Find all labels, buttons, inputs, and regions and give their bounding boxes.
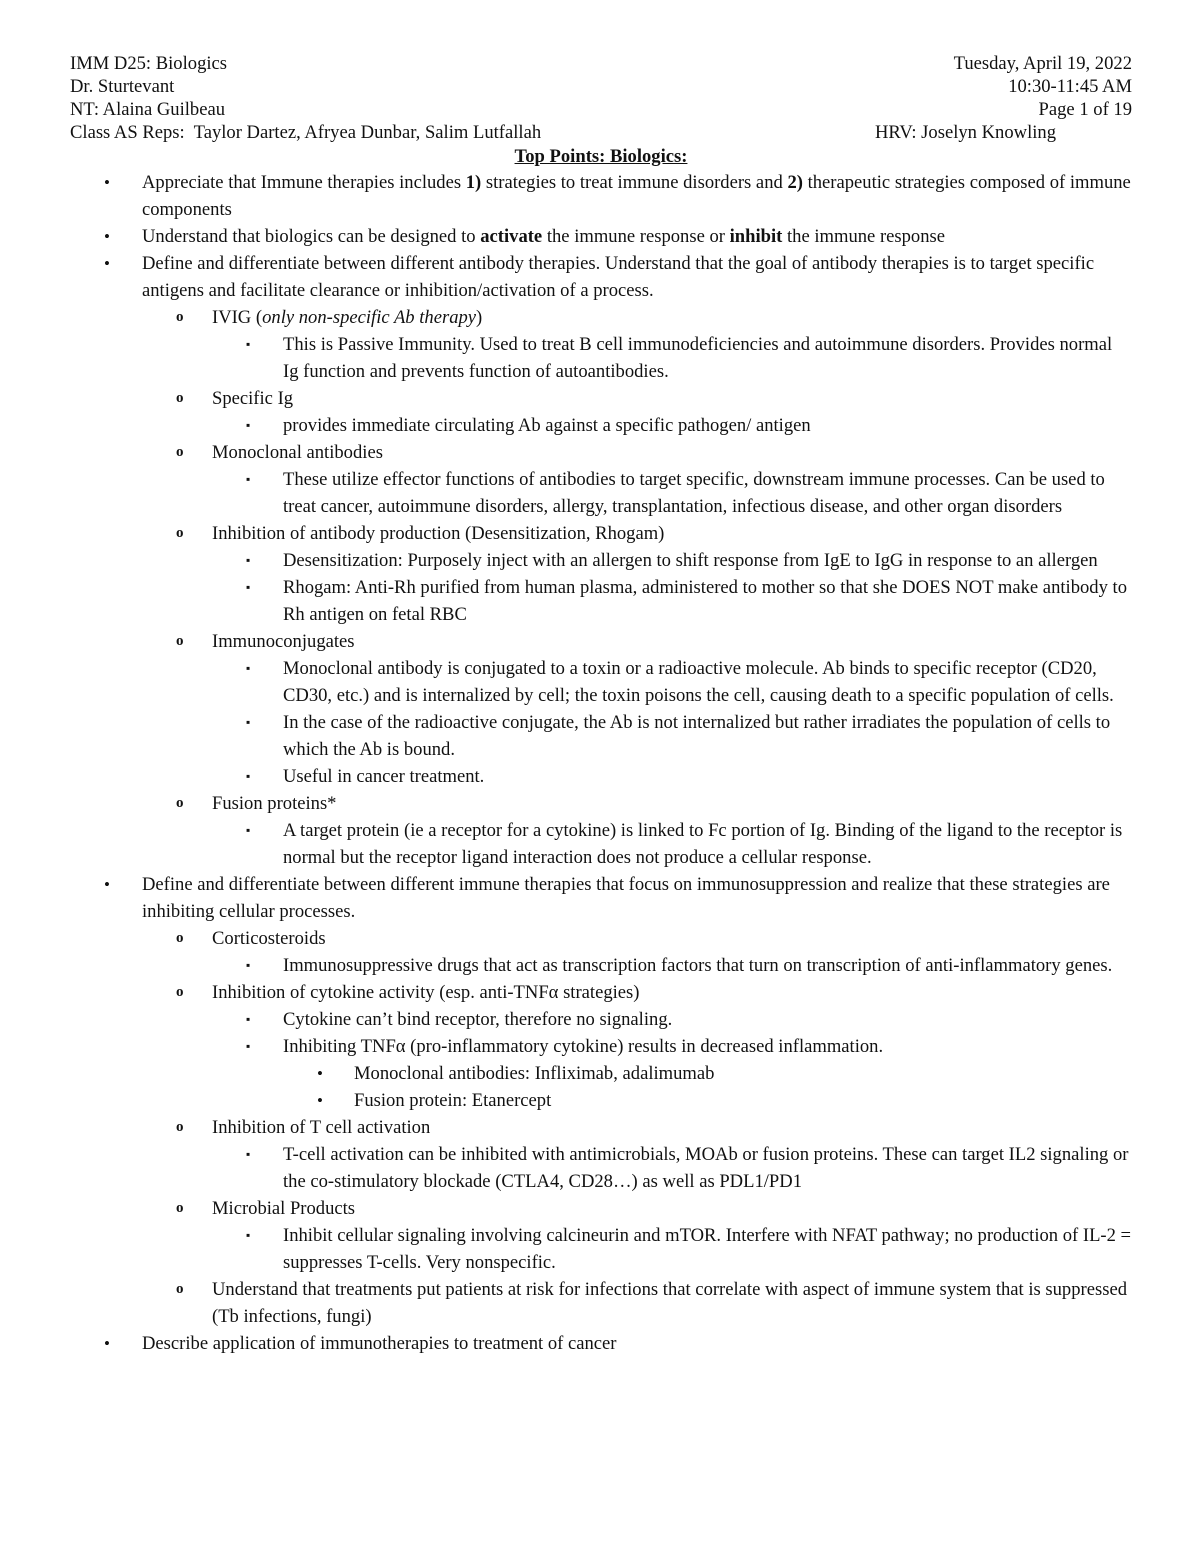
list-item-text: Appreciate that Immune therapies includes 1) strategies to treat immune disorders and 2) therapeutic strategies composed of immune components bbox=[142, 172, 1131, 220]
list-item bbox=[70, 169, 1132, 223]
square-marker: ▪ bbox=[246, 553, 251, 567]
detail-text: Immunosuppressive drugs that act as transcription factors that turn on transcription of anti-inflammatory genes. bbox=[283, 955, 1113, 976]
detail-item bbox=[70, 763, 1132, 790]
sub-item-text: Specific Ig bbox=[212, 388, 294, 409]
sub-item-text: Inhibition of antibody production (Desensitization, Rhogam) bbox=[212, 523, 665, 544]
sub-item-tcell-inhibition bbox=[70, 1114, 1132, 1141]
bullet-marker: • bbox=[104, 254, 110, 273]
list-item bbox=[70, 1330, 1132, 1357]
square-marker: ▪ bbox=[246, 472, 251, 486]
detail-text: These utilize effector functions of antibodies to target specific, downstream immune processes. Can be used to treat cancer, autoimmune disorders, allergy, transplantation, infectious disease, and other organ disorders bbox=[283, 469, 1105, 517]
bullet-marker: • bbox=[104, 173, 110, 192]
detail-text: Inhibiting TNFα (pro-inflammatory cytokine) results in decreased inflammation. bbox=[283, 1036, 884, 1057]
detail-item bbox=[70, 547, 1132, 574]
section-title: Top Points: Biologics: bbox=[514, 146, 688, 167]
sub-item-corticosteroids bbox=[70, 925, 1132, 952]
circle-marker: o bbox=[176, 525, 184, 541]
sub-item-text: Corticosteroids bbox=[212, 928, 326, 949]
circle-marker: o bbox=[176, 1119, 184, 1135]
bullet-marker: • bbox=[104, 1334, 110, 1353]
top-points-list bbox=[70, 169, 1132, 1357]
note-taker: NT: Alaina Guilbeau bbox=[70, 99, 226, 120]
sub-item-specific-ig bbox=[70, 385, 1132, 412]
document-page bbox=[70, 52, 1132, 1357]
circle-marker: o bbox=[176, 1200, 184, 1216]
detail-item bbox=[70, 1033, 1132, 1060]
detail-text: A target protein (ie a receptor for a cytokine) is linked to Fc portion of Ig. Binding of the ligand to the receptor is normal but the receptor ligand interaction does not produce a cellular response. bbox=[283, 820, 1123, 868]
detail-item bbox=[70, 331, 1132, 385]
detail-item bbox=[70, 817, 1132, 871]
nested-detail-text: Monoclonal antibodies: Infliximab, adalimumab bbox=[354, 1063, 715, 1084]
sub-item-monoclonal bbox=[70, 439, 1132, 466]
detail-item bbox=[70, 709, 1132, 763]
class-reps: Class AS Reps: Taylor Dartez, Afryea Dunbar, Salim Lutfallah bbox=[70, 122, 542, 143]
bullet-marker: • bbox=[317, 1064, 323, 1083]
square-marker: ▪ bbox=[246, 823, 251, 837]
sub-item-text: Fusion proteins* bbox=[212, 793, 337, 814]
sub-item-text: Immunoconjugates bbox=[212, 631, 355, 652]
bullet-marker: • bbox=[104, 875, 110, 894]
detail-text: Desensitization: Purposely inject with an allergen to shift response from IgE to IgG in response to an allergen bbox=[283, 550, 1098, 571]
bullet-marker: • bbox=[317, 1091, 323, 1110]
sub-item-text: Microbial Products bbox=[212, 1198, 356, 1219]
sub-item-inhibition-antibody bbox=[70, 520, 1132, 547]
sub-item-ivig bbox=[70, 304, 1132, 331]
detail-text: Rhogam: Anti-Rh purified from human plasma, administered to mother so that she DOES NOT make antibody to Rh antigen on fetal RBC bbox=[283, 577, 1127, 625]
nested-detail-item bbox=[70, 1060, 1132, 1087]
square-marker: ▪ bbox=[246, 715, 251, 729]
circle-marker: o bbox=[176, 633, 184, 649]
square-marker: ▪ bbox=[246, 1147, 251, 1161]
detail-item bbox=[70, 466, 1132, 520]
sub-item-microbial-products bbox=[70, 1195, 1132, 1222]
square-marker: ▪ bbox=[246, 580, 251, 594]
square-marker: ▪ bbox=[246, 769, 251, 783]
list-item bbox=[70, 871, 1132, 925]
lecture-date: Tuesday, April 19, 2022 bbox=[953, 53, 1132, 74]
list-item-text: Define and differentiate between different antibody therapies. Understand that the goal of antibody therapies is to target specific antigens and facilitate clearance or inhibition/activation of a process. bbox=[142, 253, 1095, 301]
header-row-1 bbox=[70, 52, 1132, 75]
detail-text: provides immediate circulating Ab against a specific pathogen/ antigen bbox=[283, 415, 811, 436]
hrv-name: HRV: Joselyn Knowling bbox=[874, 122, 1056, 143]
list-item-text: Define and differentiate between different immune therapies that focus on immunosuppression and realize that these strategies are inhibiting cellular processes. bbox=[142, 874, 1110, 922]
header-row-3 bbox=[70, 98, 1132, 121]
detail-text: Inhibit cellular signaling involving calcineurin and mTOR. Interfere with NFAT pathway; no production of IL-2 = suppresses T-cells. Very nonspecific. bbox=[283, 1225, 1132, 1273]
sub-item-infection-risk bbox=[70, 1276, 1132, 1330]
lecturer: Dr. Sturtevant bbox=[70, 76, 175, 97]
sub-item-immunoconjugates bbox=[70, 628, 1132, 655]
detail-text: Cytokine can’t bind receptor, therefore no signaling. bbox=[283, 1009, 673, 1030]
detail-item bbox=[70, 655, 1132, 709]
detail-item bbox=[70, 1141, 1132, 1195]
detail-text: T-cell activation can be inhibited with antimicrobials, MOAb or fusion proteins. These can target IL2 signaling or the co-stimulatory blockade (CTLA4, CD28…) as well as PDL1/PD1 bbox=[283, 1144, 1129, 1192]
circle-marker: o bbox=[176, 984, 184, 1000]
circle-marker: o bbox=[176, 390, 184, 406]
bullet-marker: • bbox=[104, 227, 110, 246]
nested-detail-item bbox=[70, 1087, 1132, 1114]
detail-text: This is Passive Immunity. Used to treat B cell immunodeficiencies and autoimmune disorders. Provides normal Ig function and prevents function of autoantibodies. bbox=[283, 334, 1113, 382]
square-marker: ▪ bbox=[246, 661, 251, 675]
header-row-2 bbox=[70, 75, 1132, 98]
detail-item bbox=[70, 574, 1132, 628]
sub-item-fusion-proteins bbox=[70, 790, 1132, 817]
circle-marker: o bbox=[176, 309, 184, 325]
sub-item-text: IVIG (only non-specific Ab therapy) bbox=[212, 307, 483, 328]
list-item-text: Describe application of immunotherapies to treatment of cancer bbox=[142, 1333, 617, 1354]
detail-item bbox=[70, 952, 1132, 979]
square-marker: ▪ bbox=[246, 958, 251, 972]
sub-item-text: Understand that treatments put patients at risk for infections that correlate with aspect of immune system that is suppressed (Tb infections, fungi) bbox=[212, 1279, 1127, 1327]
nested-detail-text: Fusion protein: Etanercept bbox=[354, 1090, 552, 1111]
header-row-4 bbox=[70, 121, 1132, 144]
circle-marker: o bbox=[176, 444, 184, 460]
square-marker: ▪ bbox=[246, 418, 251, 432]
detail-text: Useful in cancer treatment. bbox=[283, 766, 485, 787]
list-item bbox=[70, 223, 1132, 250]
list-item bbox=[70, 250, 1132, 304]
circle-marker: o bbox=[176, 795, 184, 811]
sub-item-text: Monoclonal antibodies bbox=[212, 442, 383, 463]
circle-marker: o bbox=[176, 930, 184, 946]
detail-text: In the case of the radioactive conjugate, the Ab is not internalized but rather irradiates the population of cells to which the Ab is bound. bbox=[283, 712, 1111, 760]
square-marker: ▪ bbox=[246, 1012, 251, 1026]
page-number: Page 1 of 19 bbox=[1038, 99, 1132, 120]
sub-item-text: Inhibition of cytokine activity (esp. anti-TNFα strategies) bbox=[212, 982, 640, 1003]
sub-item-cytokine-inhibition bbox=[70, 979, 1132, 1006]
sub-item-text: Inhibition of T cell activation bbox=[212, 1117, 431, 1138]
detail-text: Monoclonal antibody is conjugated to a toxin or a radioactive molecule. Ab binds to specific receptor (CD20, CD30, etc.) and is internalized by cell; the toxin poisons the cell, causing death to a specific population of cells. bbox=[283, 658, 1114, 706]
list-item-text: Understand that biologics can be designed to activate the immune response or inhibit the immune response bbox=[142, 226, 946, 247]
lecture-time: 10:30-11:45 AM bbox=[1008, 76, 1132, 97]
detail-item bbox=[70, 1006, 1132, 1033]
square-marker: ▪ bbox=[246, 337, 251, 351]
square-marker: ▪ bbox=[246, 1039, 251, 1053]
course-title: IMM D25: Biologics bbox=[70, 53, 228, 74]
circle-marker: o bbox=[176, 1281, 184, 1297]
detail-item bbox=[70, 412, 1132, 439]
detail-item bbox=[70, 1222, 1132, 1276]
square-marker: ▪ bbox=[246, 1228, 251, 1242]
